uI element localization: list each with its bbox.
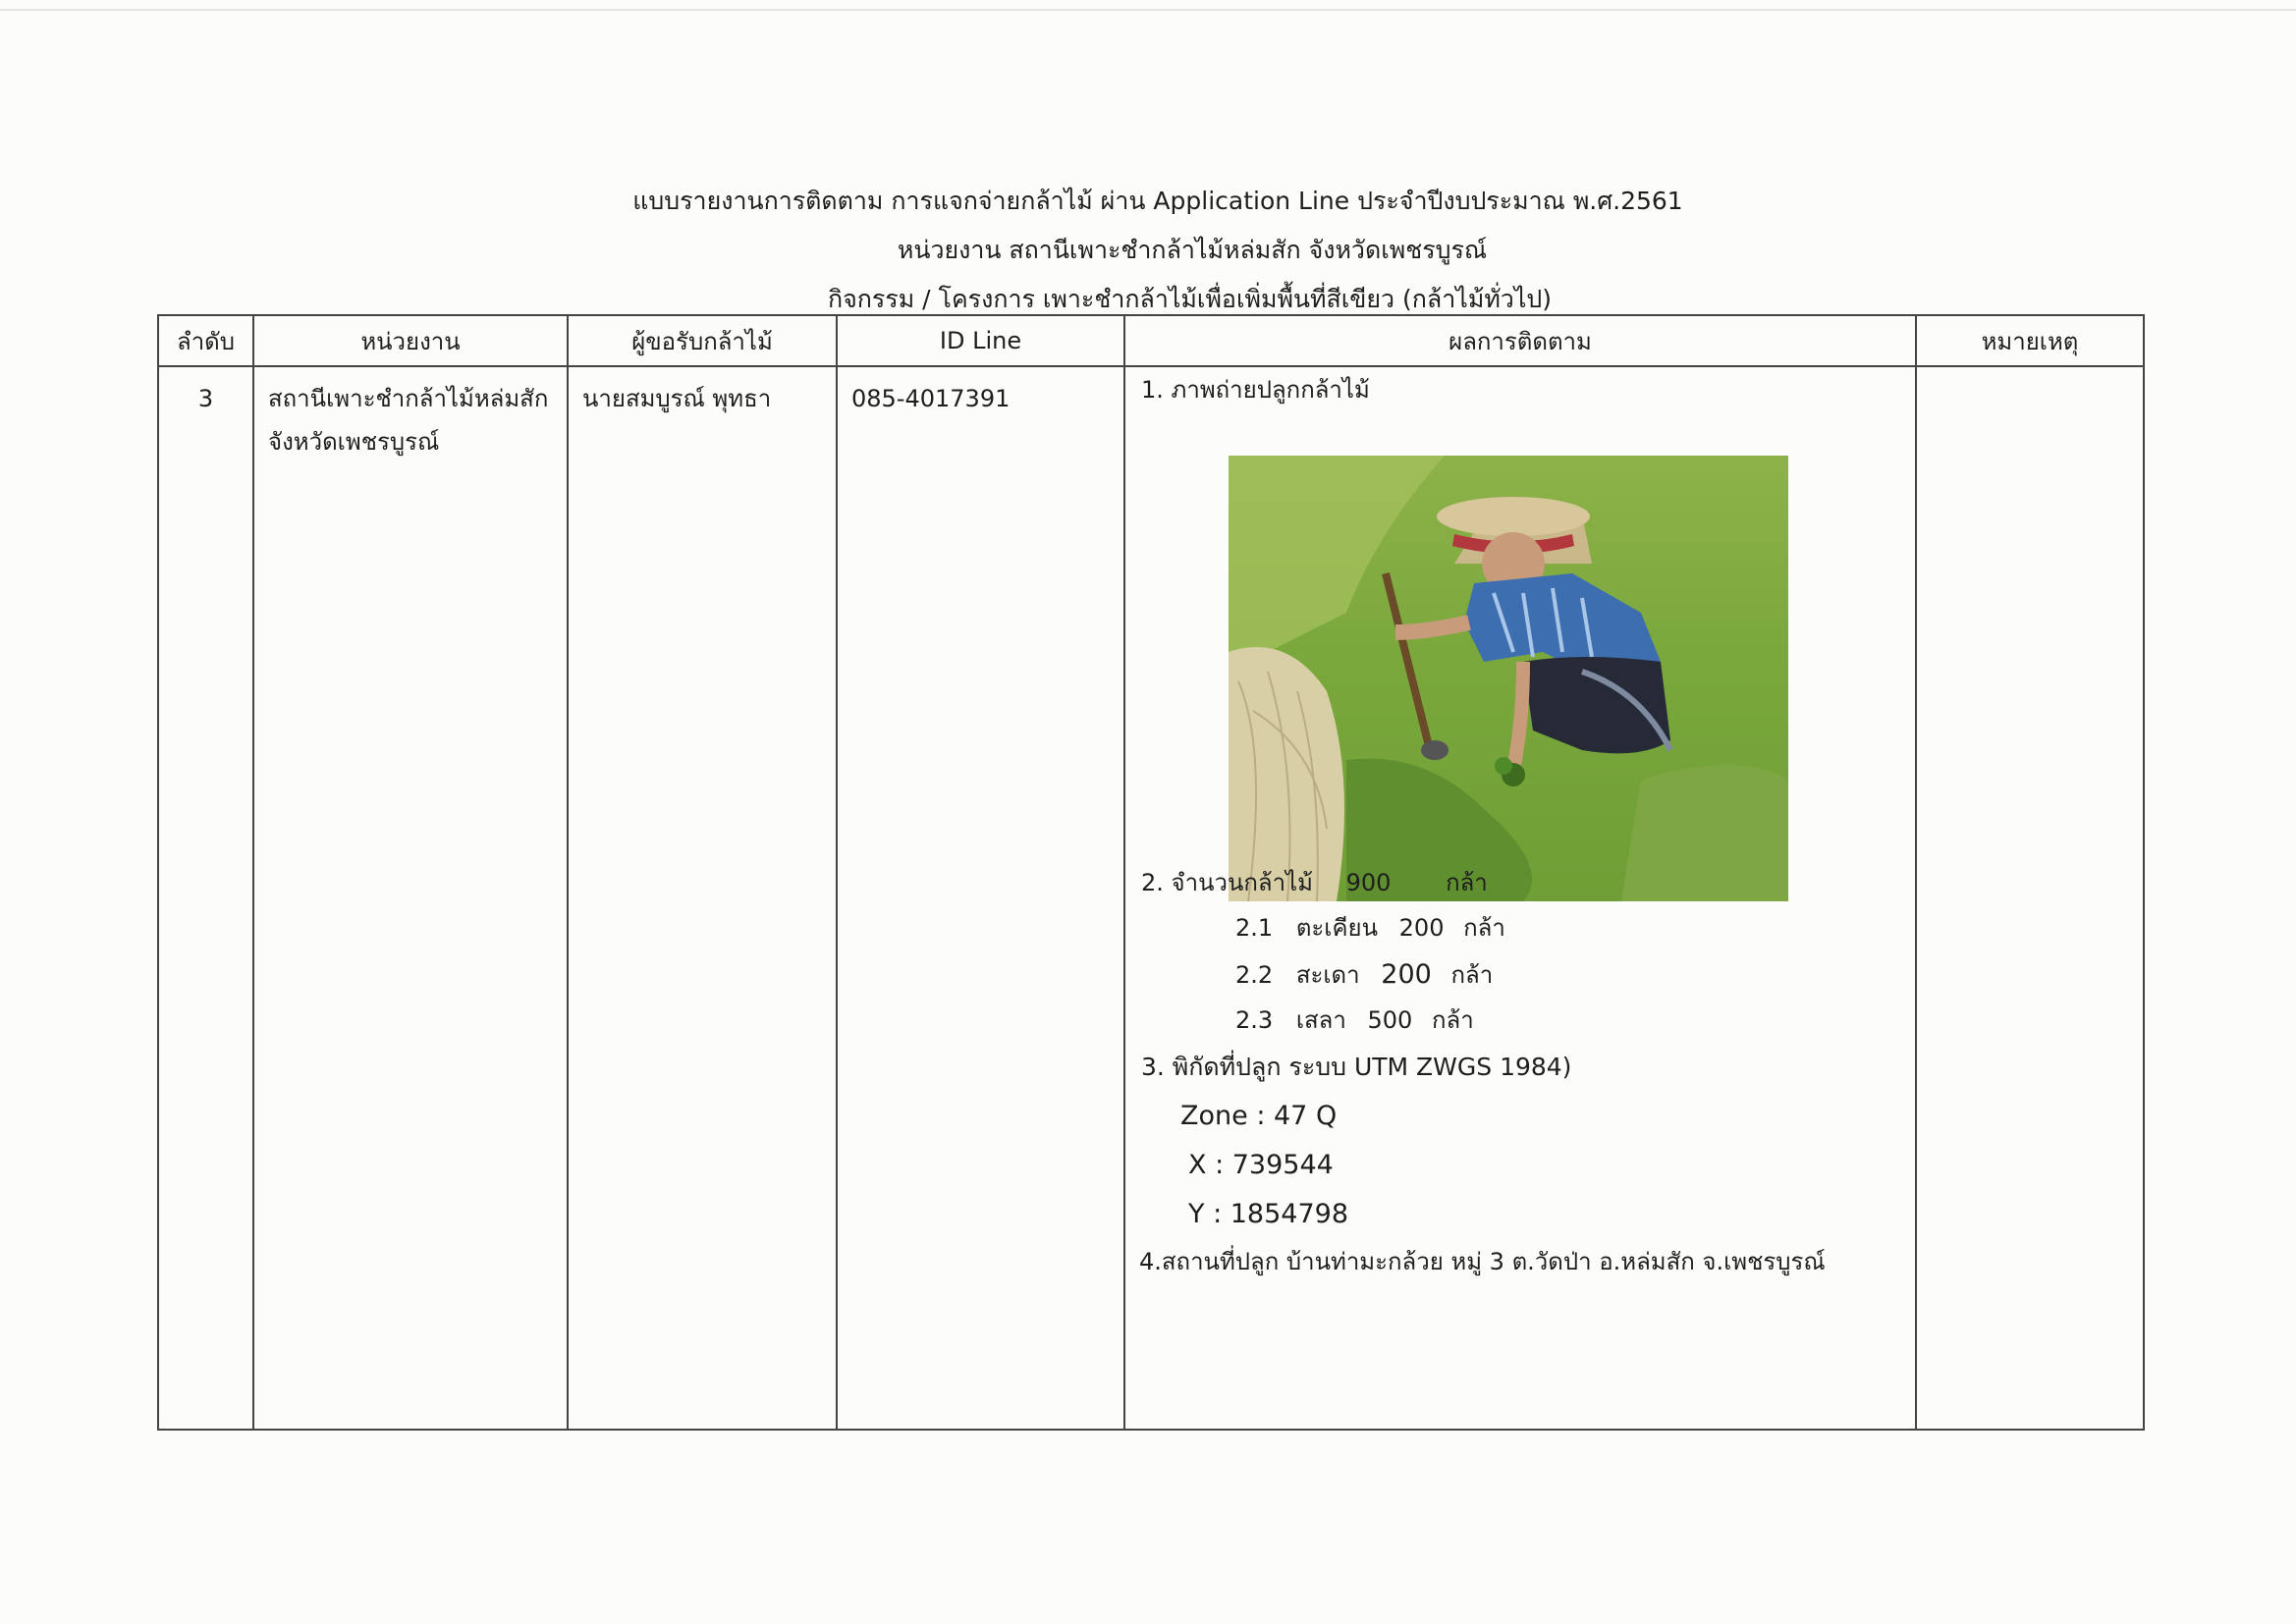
species-name: ตะเคียน <box>1295 914 1379 942</box>
species-row <box>1235 1005 1474 1035</box>
report-title: แบบรายงานการติดตาม การแจกจ่ายกล้าไม้ ผ่าน Application Line ประจำปีงบประมาณ พ.ศ.2561 <box>632 187 1683 215</box>
report-header <box>0 177 2296 324</box>
scan-top-edge <box>0 9 2296 11</box>
col-header-recipient: ผู้ขอรับกล้าไม้ <box>568 315 837 366</box>
species-unit: กล้า <box>1450 961 1494 989</box>
seedling-count <box>1141 868 1488 897</box>
col-header-agency: หน่วยงาน <box>253 315 568 366</box>
agency-name: สถานีเพาะชำกล้าไม้หล่มสัก <box>268 385 549 412</box>
seedling-count-value: 900 <box>1345 869 1392 896</box>
report-table <box>157 314 2145 1431</box>
species-row <box>1235 913 1505 943</box>
species-qty: 200 <box>1381 959 1432 990</box>
project-line: กิจกรรม / โครงการ เพาะชำกล้าไม้เพื่อเพิ่มพื้นที่สีเขียว (กล้าไม้ทั่วไป) <box>827 285 1553 313</box>
photo-heading: 1. ภาพถ่ายปลูกกล้าไม้ <box>1141 376 1370 404</box>
utm-zone: Zone : 47 Q <box>1180 1101 1338 1131</box>
seedling-count-label: 2. จำนวนกล้าไม้ <box>1141 869 1313 896</box>
agency-province: จังหวัดเพชรบูรณ์ <box>268 428 440 456</box>
col-header-result: ผลการติดตาม <box>1124 315 1916 366</box>
col-header-id-line: ID Line <box>837 315 1124 366</box>
coordinate-heading: 3. พิกัดที่ปลูก ระบบ UTM ZWGS 1984) <box>1141 1053 1572 1081</box>
cell-remark <box>1916 366 2144 1430</box>
species-index: 2.1 <box>1235 914 1274 942</box>
utm-y: Y : 1854798 <box>1188 1199 1349 1229</box>
species-row <box>1235 960 1493 990</box>
cell-no: 3 <box>158 366 253 1430</box>
species-name: สะเดา <box>1295 961 1360 989</box>
planting-location: 4.สถานที่ปลูก บ้านท่ามะกล้วย หมู่ 3 ต.วัดป่า อ.หล่มสัก จ.เพชรบูรณ์ <box>1139 1248 1826 1275</box>
table-header-row <box>158 315 2144 366</box>
seedling-count-unit: กล้า <box>1446 869 1488 896</box>
cell-recipient: นายสมบูรณ์ พุทธา <box>568 366 837 1430</box>
species-unit: กล้า <box>1463 914 1505 942</box>
cell-agency <box>253 366 568 1430</box>
col-header-no: ลำดับ <box>158 315 253 366</box>
species-name: เสลา <box>1295 1006 1346 1034</box>
species-qty: 500 <box>1367 1006 1413 1034</box>
cell-id-line: 085-4017391 <box>837 366 1124 1430</box>
cell-result <box>1124 366 1916 1430</box>
table-row <box>158 366 2144 1430</box>
species-index: 2.2 <box>1235 961 1274 989</box>
agency-line: หน่วยงาน สถานีเพาะชำกล้าไม้หล่มสัก จังหวัดเพชรบูรณ์ <box>897 236 1488 264</box>
species-unit: กล้า <box>1431 1006 1474 1034</box>
col-header-remark: หมายเหตุ <box>1916 315 2144 366</box>
utm-x: X : 739544 <box>1188 1150 1334 1180</box>
planting-photo <box>1229 456 1788 901</box>
species-qty: 200 <box>1398 914 1445 942</box>
species-index: 2.3 <box>1235 1006 1274 1034</box>
